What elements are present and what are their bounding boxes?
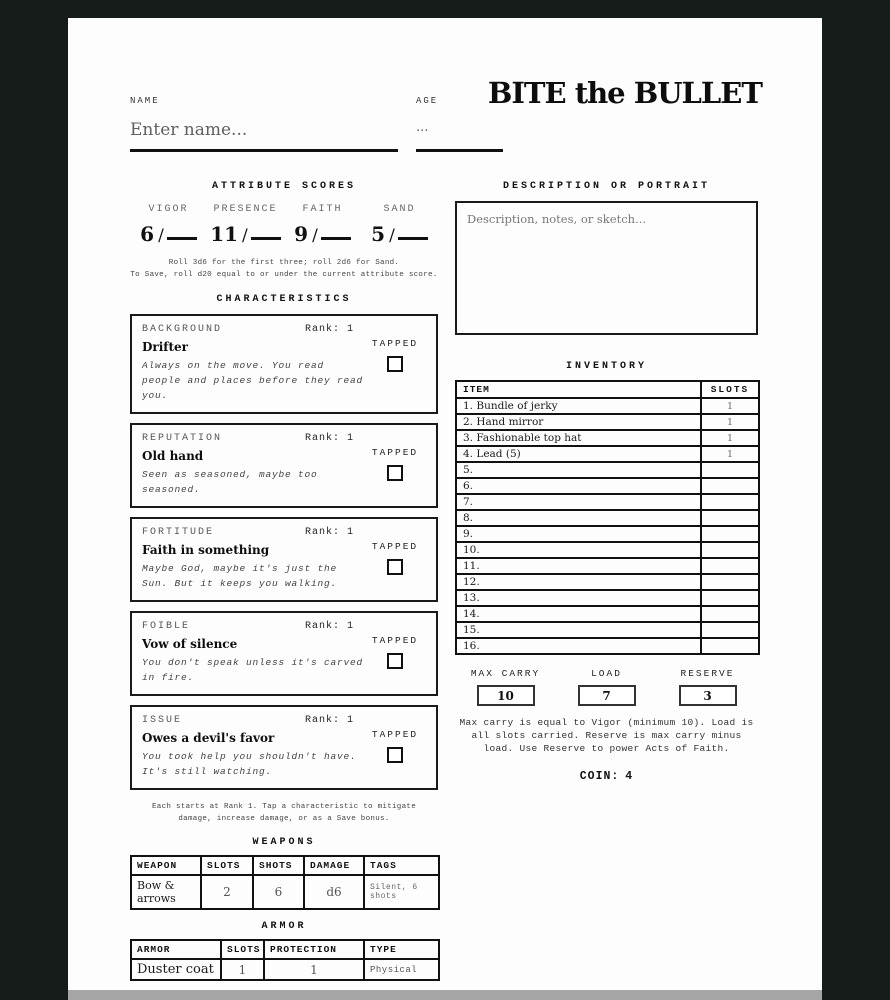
description-input[interactable]: Description, notes, or sketch... [455, 201, 758, 335]
inventory-item: 5. [456, 462, 701, 478]
weapon-slots: 2 [201, 875, 253, 909]
inventory-row-16[interactable] [456, 638, 759, 654]
weapons-header-weapon: WEAPON [131, 856, 201, 875]
age-input[interactable]: ... [416, 120, 503, 152]
inventory-row-10[interactable] [456, 542, 759, 558]
inventory-item: 14. [456, 606, 701, 622]
weapons-table [130, 855, 440, 910]
characteristic-name: Drifter [142, 340, 188, 354]
page-title: BITE the BULLET [487, 76, 762, 110]
armor-protection: 1 [264, 959, 364, 980]
characteristic-description: Always on the move. You read people and places before they read you. [142, 360, 364, 401]
weapon-tags: Silent, 6 shots [364, 875, 439, 909]
characteristic-name: Owes a devil's favor [142, 731, 275, 745]
inventory-item-slots [701, 494, 759, 510]
weapon-damage: d6 [304, 875, 364, 909]
inventory-item: 6. [456, 478, 701, 494]
inventory-item-slots [701, 638, 759, 654]
coin-value: 4 [625, 770, 634, 783]
characteristic-type: ISSUE [142, 715, 183, 726]
characteristic-description: Maybe God, maybe it's just the Sun. But it keeps you walking. [142, 563, 338, 589]
tapped-label: TAPPED [371, 635, 419, 646]
description-title: DESCRIPTION OR PORTRAIT [502, 181, 711, 192]
inventory-item: 11. [456, 558, 701, 574]
characteristics-note: Each starts at Rank 1. Tap a characteristic to mitigate damage, increase damage, or as a Save bonus. [151, 803, 417, 823]
inventory-row-15[interactable] [456, 622, 759, 638]
inventory-item-slots [701, 574, 759, 590]
age-label: AGE [416, 96, 439, 106]
armor-table [130, 939, 440, 981]
attribute-values-row [130, 222, 438, 246]
inventory-row-12[interactable] [456, 574, 759, 590]
weapons-header-shots: SHOTS [253, 856, 304, 875]
characteristic-description: You took help you shouldn't have. It's still watching. [142, 751, 357, 777]
characteristic-box-background [130, 314, 438, 414]
inventory-row-11[interactable] [456, 558, 759, 574]
inventory-header-item: ITEM [456, 381, 701, 398]
name-label: NAME [130, 96, 160, 106]
inventory-row-13[interactable] [456, 590, 759, 606]
name-input[interactable]: Enter name... [130, 120, 398, 152]
attribute-value-presence: 11 / [207, 222, 284, 246]
load-label: LOAD [591, 668, 622, 679]
characteristic-rank: Rank: 1 [304, 324, 354, 335]
inventory-row-1[interactable] [456, 398, 759, 414]
weapons-header-slots: SLOTS [201, 856, 253, 875]
attribute-labels-row [130, 204, 438, 215]
characteristic-rank: Rank: 1 [304, 621, 354, 632]
armor-header-type: TYPE [364, 940, 439, 959]
inventory-row-6[interactable] [456, 478, 759, 494]
coin-row [455, 770, 758, 783]
inventory-item-slots [701, 478, 759, 494]
inventory-item-slots: 1 [701, 446, 759, 462]
inventory-title: INVENTORY [565, 361, 647, 372]
tapped-label: TAPPED [371, 541, 419, 552]
characteristic-name: Vow of silence [142, 637, 238, 651]
inventory-item-slots: 1 [701, 398, 759, 414]
inventory-header-slots: SLOTS [701, 381, 759, 398]
characteristic-name: Old hand [142, 449, 204, 463]
coin-label: COIN: [579, 770, 620, 783]
attributes-note: Roll 3d6 for the first three; roll 2d6 for Sand. To Save, roll d20 equal to or under the current attribute score. [130, 259, 438, 279]
inventory-item: 1. Bundle of jerky [456, 398, 701, 414]
armor-header-armor: ARMOR [131, 940, 221, 959]
attribute-label-sand: SAND [383, 204, 416, 215]
inventory-row-9[interactable] [456, 526, 759, 542]
inventory-item-slots [701, 510, 759, 526]
inventory-item-slots [701, 590, 759, 606]
characteristics-title: CHARACTERISTICS [216, 294, 352, 305]
weapons-title: WEAPONS [252, 837, 316, 848]
inventory-item: 13. [456, 590, 701, 606]
characteristic-rank: Rank: 1 [304, 433, 354, 444]
inventory-item: 2. Hand mirror [456, 414, 701, 430]
presence-current-blank[interactable] [251, 237, 281, 240]
armor-type: Physical [364, 959, 439, 980]
armor-header-slots: SLOTS [221, 940, 264, 959]
characteristic-type: REPUTATION [142, 433, 223, 444]
page-bottom-edge [68, 990, 822, 1000]
inventory-item-slots [701, 606, 759, 622]
inventory-item: 10. [456, 542, 701, 558]
load-value: 7 [578, 685, 636, 706]
tapped-checkbox-background[interactable] [387, 356, 403, 372]
inventory-item-slots: 1 [701, 414, 759, 430]
armor-row[interactable] [131, 959, 439, 980]
characteristic-box-fortitude [130, 517, 438, 602]
reserve-label: RESERVE [680, 668, 735, 679]
sand-current-blank[interactable] [398, 237, 428, 240]
max-carry-value: 10 [477, 685, 535, 706]
inventory-row-14[interactable] [456, 606, 759, 622]
tapped-checkbox-foible[interactable] [387, 653, 403, 669]
inventory-item: 15. [456, 622, 701, 638]
max-carry-label: MAX CARRY [470, 668, 541, 679]
inventory-row-7[interactable] [456, 494, 759, 510]
weapon-shots: 6 [253, 875, 304, 909]
inventory-item: 4. Lead (5) [456, 446, 701, 462]
carry-note: Max carry is equal to Vigor (minimum 10). Load is all slots carried. Reserve is max carry minus load. Use Reserve to power Acts of Faith. [459, 717, 754, 754]
right-column [455, 181, 758, 783]
vigor-current-blank[interactable] [167, 237, 197, 240]
weapons-header-tags: TAGS [364, 856, 439, 875]
weapon-name: Bow & arrows [131, 875, 201, 909]
characteristic-box-issue [130, 705, 438, 790]
left-column [130, 181, 438, 981]
inventory-row-2[interactable] [456, 414, 759, 430]
tapped-label: TAPPED [371, 338, 419, 349]
inventory-item-slots: 1 [701, 430, 759, 446]
inventory-item: 7. [456, 494, 701, 510]
inventory-item-slots [701, 622, 759, 638]
attribute-label-presence: PRESENCE [213, 204, 278, 215]
characteristic-name: Faith in something [142, 543, 270, 557]
armor-title: ARMOR [261, 921, 307, 932]
armor-header-protection: PROTECTION [264, 940, 364, 959]
characteristic-box-foible [130, 611, 438, 696]
inventory-item-slots [701, 462, 759, 478]
inventory-item: 9. [456, 526, 701, 542]
attribute-value-vigor: 6 / [130, 222, 207, 246]
inventory-item: 8. [456, 510, 701, 526]
characteristic-rank: Rank: 1 [304, 527, 354, 538]
characteristic-box-reputation [130, 423, 438, 508]
inventory-item-slots [701, 526, 759, 542]
armor-slots: 1 [221, 959, 264, 980]
tapped-label: TAPPED [371, 447, 419, 458]
weapons-header-damage: DAMAGE [304, 856, 364, 875]
tapped-checkbox-fortitude[interactable] [387, 559, 403, 575]
characteristic-description: You don't speak unless it's carved in fire. [142, 657, 364, 683]
inventory-table [455, 380, 760, 655]
inventory-item: 3. Fashionable top hat [456, 430, 701, 446]
characteristic-type: FOIBLE [142, 621, 191, 632]
inventory-item: 16. [456, 638, 701, 654]
character-sheet-page [68, 18, 822, 990]
attribute-label-vigor: VIGOR [148, 204, 189, 215]
characteristic-rank: Rank: 1 [304, 715, 354, 726]
tapped-checkbox-reputation[interactable] [387, 465, 403, 481]
characteristic-type: BACKGROUND [142, 324, 223, 335]
characteristic-description: Seen as seasoned, maybe too seasoned. [142, 469, 318, 495]
armor-name: Duster coat [131, 959, 221, 980]
attribute-value-sand: 5 / [361, 222, 438, 246]
attribute-scores-title: ATTRIBUTE SCORES [211, 181, 356, 192]
tapped-label: TAPPED [371, 729, 419, 740]
characteristic-type: FORTITUDE [142, 527, 215, 538]
inventory-item: 12. [456, 574, 701, 590]
carry-section [455, 668, 758, 706]
attribute-label-faith: FAITH [302, 204, 343, 215]
inventory-item-slots [701, 542, 759, 558]
inventory-row-5[interactable] [456, 462, 759, 478]
tapped-checkbox-issue[interactable] [387, 747, 403, 763]
weapon-row[interactable] [131, 875, 439, 909]
inventory-row-8[interactable] [456, 510, 759, 526]
inventory-item-slots [701, 558, 759, 574]
reserve-value: 3 [679, 685, 737, 706]
faith-current-blank[interactable] [321, 237, 351, 240]
attribute-value-faith: 9 / [284, 222, 361, 246]
inventory-row-3[interactable] [456, 430, 759, 446]
inventory-row-4[interactable] [456, 446, 759, 462]
